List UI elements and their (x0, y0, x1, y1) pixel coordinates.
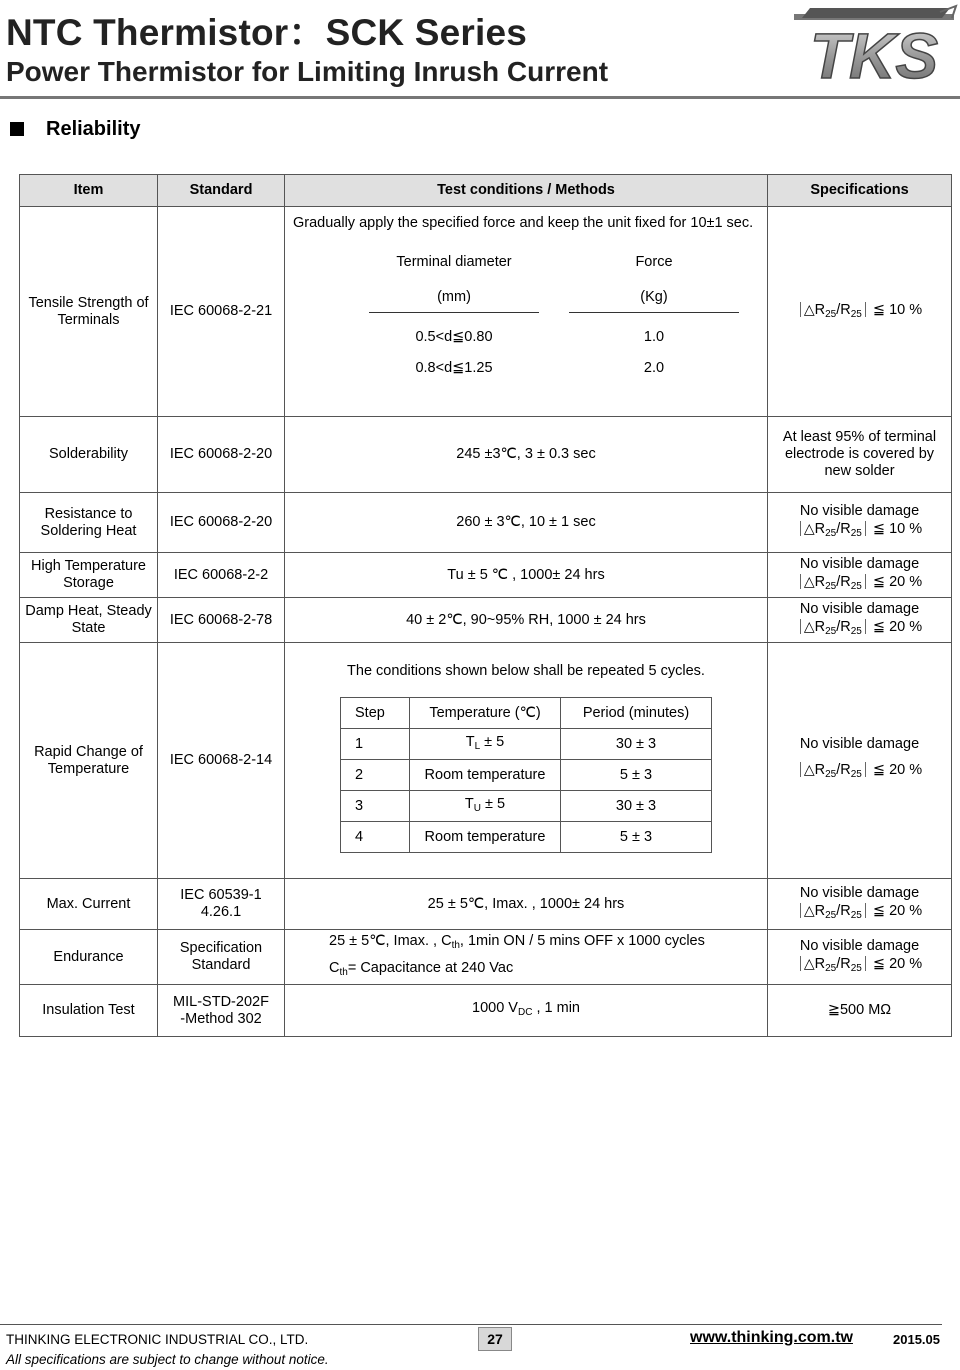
spec-cell: $\triangle R_{25}/R_{25}$ ≦ 10 % (768, 207, 952, 417)
standard-cell: IEC 60068-2-21 (158, 207, 285, 417)
table-row (20, 643, 952, 879)
item-cell: Solderability (20, 417, 158, 493)
spec-value: ≦ 10 % (872, 301, 923, 318)
delta-icon: △ (803, 300, 815, 317)
company-logo (790, 4, 960, 92)
conditions-cell (285, 643, 768, 879)
svg-text:TKS: TKS (810, 20, 938, 92)
spec-cell: No visible damage $\triangle R_{25}/R_{25}$ ≦ 20 % (768, 643, 952, 879)
cycle-row: 2 Room temperature 5 ± 3 (341, 760, 712, 791)
table-header-row (20, 175, 952, 207)
rapid-intro: The conditions shown below shall be repeated 5 cycles. (347, 663, 705, 679)
delta-icon: △ (803, 954, 815, 971)
footer-note: All specifications are subject to change without notice. (6, 1352, 329, 1367)
page-subtitle: Power Thermistor for Limiting Inrush Current (6, 56, 609, 87)
conditions-cell: 245 ±3℃, 3 ± 0.3 sec (285, 417, 768, 493)
tensile-intro: Gradually apply the specified force and keep the unit fixed for 10±1 sec. (293, 215, 754, 231)
conditions-cell: 1000 $V_{DC}$ , 1 min (285, 985, 768, 1037)
delta-icon: △ (803, 761, 815, 777)
table-row (20, 985, 952, 1037)
delta-icon: △ (803, 901, 815, 918)
item-cell: Insulation Test (20, 985, 158, 1037)
dia-value-2: 0.8<d≦1.25 (415, 360, 493, 376)
item-cell: Resistance to Soldering Heat (20, 493, 158, 553)
header-conditions: Test conditions / Methods (285, 175, 768, 207)
spec-cell: ≧500 MΩ (768, 985, 952, 1037)
spec-cell: No visible damage $\triangle R_{25}/R_{25}$ ≦ 20 % (768, 879, 952, 930)
page-title: NTC Thermistor：SCK Series (6, 12, 528, 53)
footer-rule (0, 1324, 942, 1325)
header-standard: Standard (158, 175, 285, 207)
dia-value-1: 0.5<d≦0.80 (415, 329, 493, 345)
table-row (20, 879, 952, 930)
standard-cell: IEC 60068-2-20 (158, 417, 285, 493)
footer-date: 2015.05 (893, 1332, 940, 1347)
item-cell: Endurance (20, 930, 158, 985)
conditions-cell: 25 ± 5℃, Imax. , $C_{th}$, 1min ON / 5 mins OFF x 1000 cycles $C_{th}=$ Capacitance at 240 Vac (285, 930, 768, 985)
spec-cell: No visible damage $\triangle R_{25}/R_{25}$ ≦ 20 % (768, 930, 952, 985)
header-item: Item (20, 175, 158, 207)
delta-icon: △ (803, 572, 815, 589)
force-value-1: 1.0 (643, 329, 665, 345)
standard-cell: Specification Standard (158, 930, 285, 985)
force-unit: (Kg) (569, 289, 739, 313)
table-row (20, 553, 952, 598)
force-head: Force (635, 254, 673, 270)
conditions-cell: 25 ± 5℃, Imax. , 1000± 24 hrs (285, 879, 768, 930)
section-bullet-icon (10, 122, 24, 136)
conditions-cell (285, 207, 768, 417)
item-cell: Max. Current (20, 879, 158, 930)
table-row (20, 207, 952, 417)
conditions-cell: 260 ± 3℃, 10 ± 1 sec (285, 493, 768, 553)
standard-cell: MIL-STD-202F -Method 302 (158, 985, 285, 1037)
reliability-table (19, 174, 952, 1037)
spec-cell: No visible damage $\triangle R_{25}/R_{25}$ ≦ 20 % (768, 553, 952, 598)
standard-cell: IEC 60068-2-14 (158, 643, 285, 879)
cycle-header-period: Period (minutes) (561, 698, 712, 729)
item-cell: Rapid Change of Temperature (20, 643, 158, 879)
delta-icon: △ (803, 617, 815, 634)
conditions-cell: Tu ± 5 ℃ , 1000± 24 hrs (285, 553, 768, 598)
cycle-header-step: Step (341, 698, 410, 729)
table-row (20, 930, 952, 985)
footer-company: THINKING ELECTRONIC INDUSTRIAL CO., LTD. (6, 1332, 309, 1347)
conditions-cell: 40 ± 2℃, 90~95% RH, 1000 ± 24 hrs (285, 598, 768, 643)
standard-cell: IEC 60068-2-2 (158, 553, 285, 598)
spec-cell: No visible damage $\triangle R_{25}/R_{25}$ ≦ 20 % (768, 598, 952, 643)
dia-unit: (mm) (369, 289, 539, 313)
spec-cell: At least 95% of terminal electrode is covered by new solder (768, 417, 952, 493)
standard-cell: IEC 60068-2-20 (158, 493, 285, 553)
cycle-table (340, 697, 712, 853)
item-cell: Tensile Strength of Terminals (20, 207, 158, 417)
footer-url-link[interactable]: www.thinking.com.tw (690, 1329, 853, 1346)
delta-icon: △ (803, 520, 815, 536)
cycle-row: 4 Room temperature 5 ± 3 (341, 822, 712, 853)
item-cell: Damp Heat, Steady State (20, 598, 158, 643)
cycle-header-temp: Temperature (℃) (410, 698, 561, 729)
standard-cell: IEC 60068-2-78 (158, 598, 285, 643)
section-title: Reliability (46, 118, 141, 140)
page-number: 27 (478, 1327, 512, 1351)
header-rule (0, 96, 960, 99)
force-value-2: 2.0 (643, 360, 665, 376)
force-table (349, 246, 763, 383)
cycle-row: 3 $T_U \pm 5$ 30 ± 3 (341, 791, 712, 822)
standard-cell: IEC 60539-1 4.26.1 (158, 879, 285, 930)
header-specifications: Specifications (768, 175, 952, 207)
table-row (20, 598, 952, 643)
table-row (20, 493, 952, 553)
item-cell: High Temperature Storage (20, 553, 158, 598)
spec-cell: No visible damage $\triangle R_{25}/R_{25}$ ≦ 10 % (768, 493, 952, 553)
cycle-row: 1 $T_L \pm 5$ 30 ± 3 (341, 729, 712, 760)
dia-head: Terminal diameter (396, 254, 512, 270)
table-row (20, 417, 952, 493)
